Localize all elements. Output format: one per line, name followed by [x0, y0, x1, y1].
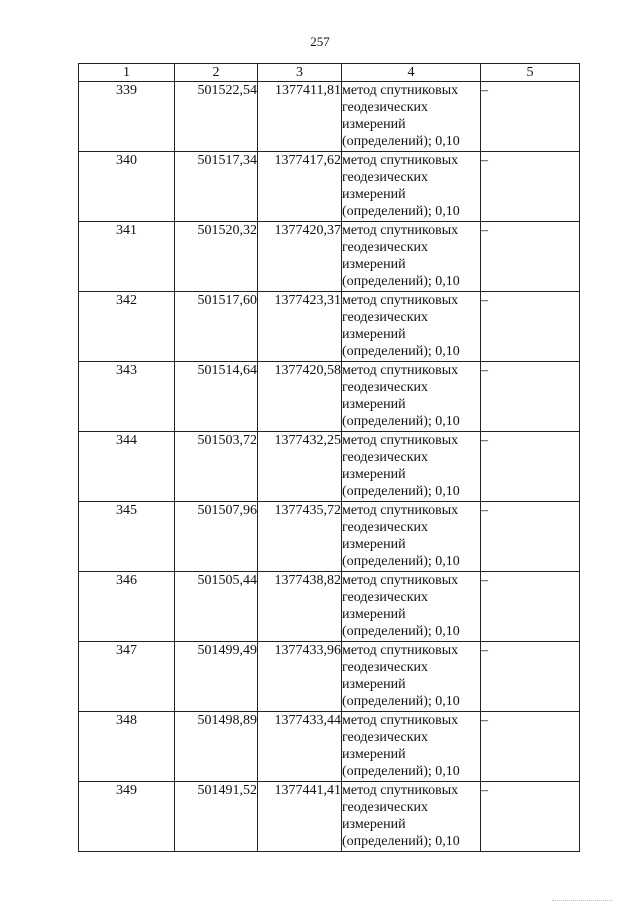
scan-artifact — [552, 900, 612, 903]
method-cell — [342, 432, 481, 502]
method-line: метод спутниковых — [342, 153, 459, 168]
method-line: метод спутниковых — [342, 783, 459, 798]
method-line: (определений); 0,10 — [342, 484, 460, 499]
method-line: измерений — [342, 117, 406, 132]
coordinate-y-cell: 1377433,44 — [258, 712, 342, 782]
header-cell-3: 3 — [258, 64, 342, 82]
method-line: (определений); 0,10 — [342, 414, 460, 429]
coordinate-y-cell: 1377438,82 — [258, 572, 342, 642]
method-line: измерений — [342, 257, 406, 272]
coordinate-x-cell: 501491,52 — [175, 782, 258, 852]
coordinate-x-cell: 501507,96 — [175, 502, 258, 572]
method-line: (определений); 0,10 — [342, 204, 460, 219]
method-line: метод спутниковых — [342, 573, 459, 588]
method-line: геодезических — [342, 520, 429, 535]
table-header — [79, 64, 580, 82]
method-line: метод спутниковых — [342, 503, 459, 518]
method-line: метод спутниковых — [342, 433, 459, 448]
method-cell — [342, 222, 481, 292]
coordinate-x-cell: 501522,54 — [175, 82, 258, 152]
coordinate-y-cell: 1377423,31 — [258, 292, 342, 362]
method-line: (определений); 0,10 — [342, 274, 460, 289]
coordinate-x-cell: 501503,72 — [175, 432, 258, 502]
point-number-cell: 345 — [79, 502, 175, 572]
method-line: геодезических — [342, 310, 429, 325]
method-line: (определений); 0,10 — [342, 554, 460, 569]
description-cell: – — [481, 362, 580, 432]
point-number-cell: 348 — [79, 712, 175, 782]
method-line: (определений); 0,10 — [342, 134, 460, 149]
coordinate-x-cell: 501514,64 — [175, 362, 258, 432]
method-cell — [342, 502, 481, 572]
table-body — [79, 82, 580, 852]
point-number-cell: 341 — [79, 222, 175, 292]
method-line: геодезических — [342, 590, 429, 605]
method-cell — [342, 152, 481, 222]
method-line: измерений — [342, 187, 406, 202]
table-row — [79, 642, 580, 712]
table-row — [79, 222, 580, 292]
table-row — [79, 502, 580, 572]
header-cell-4: 4 — [342, 64, 481, 82]
coordinate-x-cell: 501499,49 — [175, 642, 258, 712]
method-cell — [342, 572, 481, 642]
table-row — [79, 152, 580, 222]
description-cell: – — [481, 432, 580, 502]
description-cell: – — [481, 222, 580, 292]
method-line: (определений); 0,10 — [342, 694, 460, 709]
table-row — [79, 432, 580, 502]
point-number-cell: 339 — [79, 82, 175, 152]
header-cell-2: 2 — [175, 64, 258, 82]
coordinate-y-cell: 1377411,81 — [258, 82, 342, 152]
point-number-cell: 343 — [79, 362, 175, 432]
method-line: геодезических — [342, 660, 429, 675]
table-row — [79, 782, 580, 852]
point-number-cell: 347 — [79, 642, 175, 712]
method-line: измерений — [342, 467, 406, 482]
point-number-cell: 346 — [79, 572, 175, 642]
method-line: геодезических — [342, 730, 429, 745]
header-cell-5: 5 — [481, 64, 580, 82]
method-line: геодезических — [342, 100, 429, 115]
method-line: (определений); 0,10 — [342, 344, 460, 359]
coordinates-table — [78, 63, 580, 852]
header-row — [79, 64, 580, 82]
method-line: геодезических — [342, 450, 429, 465]
method-line: измерений — [342, 327, 406, 342]
coordinate-x-cell: 501520,32 — [175, 222, 258, 292]
point-number-cell: 344 — [79, 432, 175, 502]
point-number-cell: 340 — [79, 152, 175, 222]
coordinate-x-cell: 501517,34 — [175, 152, 258, 222]
description-cell: – — [481, 82, 580, 152]
method-line: измерений — [342, 747, 406, 762]
description-cell: – — [481, 712, 580, 782]
method-cell — [342, 712, 481, 782]
method-line: метод спутниковых — [342, 643, 459, 658]
method-cell — [342, 362, 481, 432]
page-number: 257 — [310, 34, 330, 49]
method-line: метод спутниковых — [342, 713, 459, 728]
coordinate-x-cell: 501498,89 — [175, 712, 258, 782]
description-cell: – — [481, 572, 580, 642]
description-cell: – — [481, 642, 580, 712]
coordinate-x-cell: 501505,44 — [175, 572, 258, 642]
method-cell — [342, 292, 481, 362]
table-row — [79, 712, 580, 782]
method-line: (определений); 0,10 — [342, 834, 460, 849]
method-cell — [342, 782, 481, 852]
coordinate-y-cell: 1377420,58 — [258, 362, 342, 432]
coordinate-y-cell: 1377420,37 — [258, 222, 342, 292]
method-line: метод спутниковых — [342, 223, 459, 238]
coordinate-y-cell: 1377432,25 — [258, 432, 342, 502]
method-cell — [342, 82, 481, 152]
method-line: (определений); 0,10 — [342, 624, 460, 639]
method-line: метод спутниковых — [342, 293, 459, 308]
description-cell: – — [481, 292, 580, 362]
coordinate-y-cell: 1377417,62 — [258, 152, 342, 222]
table-row — [79, 572, 580, 642]
method-line: измерений — [342, 397, 406, 412]
coordinate-y-cell: 1377441,41 — [258, 782, 342, 852]
coordinate-y-cell: 1377435,72 — [258, 502, 342, 572]
method-line: измерений — [342, 537, 406, 552]
coordinate-x-cell: 501517,60 — [175, 292, 258, 362]
table-row — [79, 292, 580, 362]
description-cell: – — [481, 152, 580, 222]
method-line: измерений — [342, 817, 406, 832]
description-cell: – — [481, 502, 580, 572]
table-row — [79, 362, 580, 432]
table-row — [79, 82, 580, 152]
method-line: геодезических — [342, 800, 429, 815]
point-number-cell: 342 — [79, 292, 175, 362]
method-line: метод спутниковых — [342, 363, 459, 378]
coordinate-y-cell: 1377433,96 — [258, 642, 342, 712]
method-line: геодезических — [342, 380, 429, 395]
method-line: (определений); 0,10 — [342, 764, 460, 779]
method-line: измерений — [342, 607, 406, 622]
method-line: метод спутниковых — [342, 83, 459, 98]
method-line: измерений — [342, 677, 406, 692]
point-number-cell: 349 — [79, 782, 175, 852]
header-cell-1: 1 — [79, 64, 175, 82]
description-cell: – — [481, 782, 580, 852]
method-line: геодезических — [342, 170, 429, 185]
method-line: геодезических — [342, 240, 429, 255]
method-cell — [342, 642, 481, 712]
